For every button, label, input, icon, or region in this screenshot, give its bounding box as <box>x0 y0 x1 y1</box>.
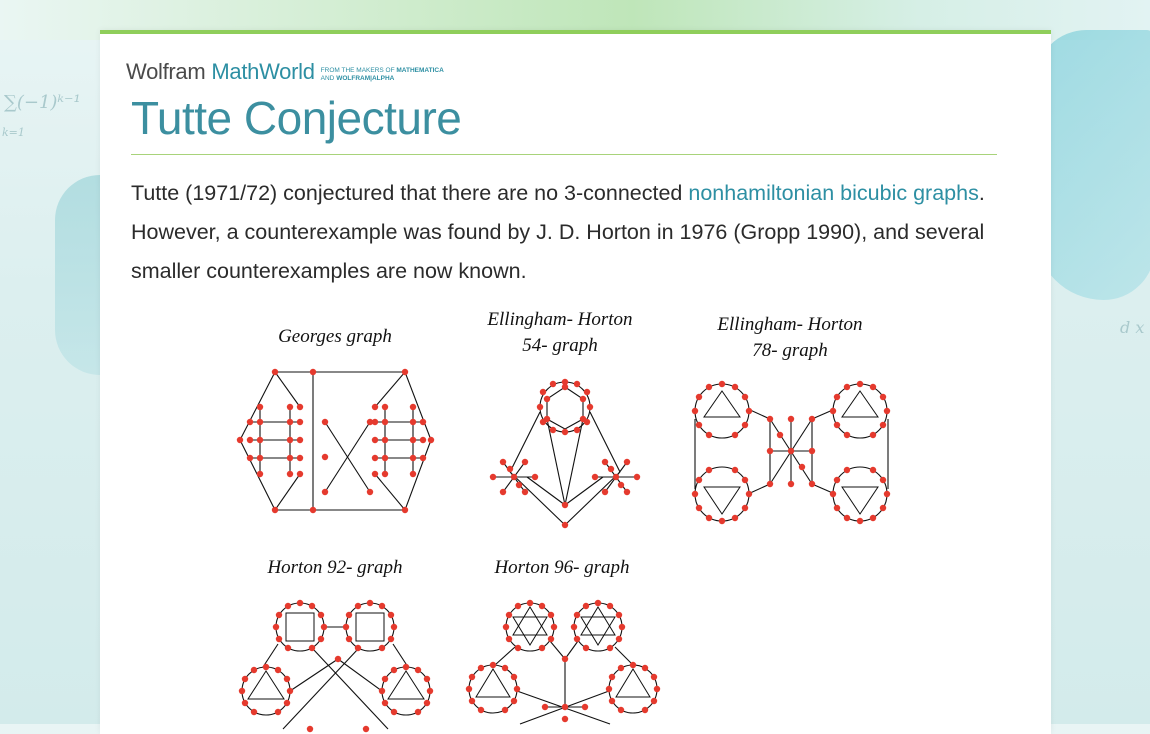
logo-tagline: FROM THE MAKERS OF MATHEMATICA AND WOLFRAM|ALPHA <box>320 67 444 82</box>
caption-georges-graph: Georges graph <box>278 326 392 347</box>
page-title: Tutte Conjecture <box>131 92 462 144</box>
eh54-vertices <box>490 379 640 528</box>
background-formula-dx: d x <box>1120 318 1145 337</box>
paragraph-text-2: . However, a counterexample was found by J. D. Horton in 1976 (Gropp 1990), and several smaller counterexamples are now known. <box>131 181 985 283</box>
title-divider <box>131 154 997 155</box>
horton-92-figure <box>238 599 438 734</box>
background-decoration-right <box>1035 30 1150 300</box>
horton96-vertices <box>466 600 660 722</box>
article-paragraph <box>131 174 1011 291</box>
georges-graph-figure <box>235 362 435 517</box>
caption-ellingham-horton-78: Ellingham- Horton 78- graph <box>717 314 863 361</box>
link-nonhamiltonian-bicubic-graphs[interactable]: nonhamiltonian bicubic graphs <box>688 181 979 205</box>
paragraph-text-1: Tutte (1971/72) conjectured that there are no 3-connected <box>131 181 689 205</box>
logo-wolfram: Wolfram <box>126 59 206 84</box>
site-logo[interactable] <box>126 59 444 85</box>
georges-graph-edges <box>240 372 431 510</box>
georges-graph-vertices <box>237 369 434 513</box>
caption-horton-92: Horton 92- graph <box>267 557 403 578</box>
article-card <box>100 30 1051 734</box>
ellingham-horton-78-figure <box>690 379 895 529</box>
background-formula-sum: ∑(−1)ᵏ⁻¹ <box>4 92 81 113</box>
horton-96-figure <box>465 599 665 734</box>
horton92-edges <box>242 603 430 729</box>
horton92-vertices <box>239 600 433 732</box>
logo-mathworld: MathWorld <box>211 59 315 84</box>
eh78-vertices <box>692 381 890 524</box>
ellingham-horton-54-figure <box>485 377 645 532</box>
background-formula-index: k=1 <box>2 126 25 139</box>
caption-horton-96: Horton 96- graph <box>494 557 630 578</box>
caption-ellingham-horton-54: Ellingham- Horton 54- graph <box>487 309 633 356</box>
